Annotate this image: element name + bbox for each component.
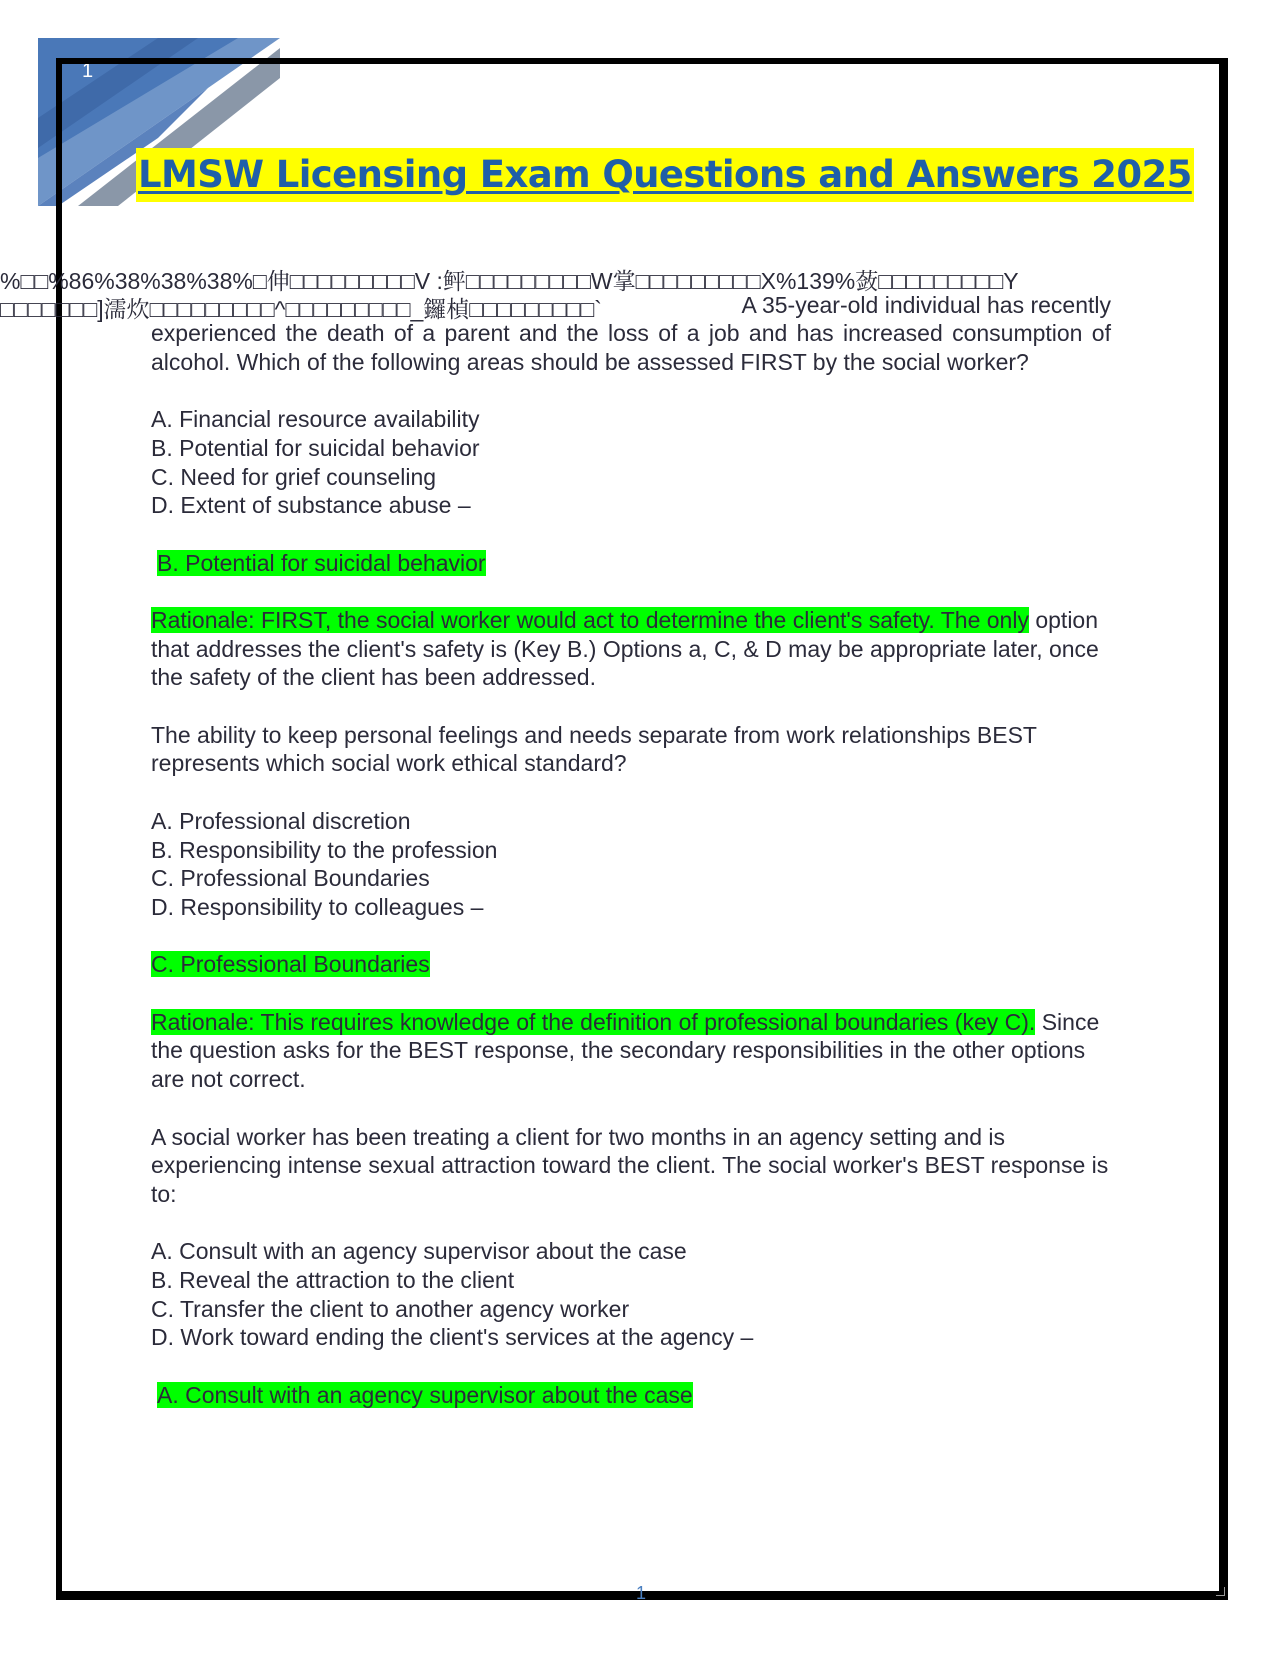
question-1-option: B. Potential for suicidal behavior <box>151 434 480 461</box>
question-1-stem: experienced the death of a parent and the loss of a job and has increased consumption of alcohol. Which of the following areas should be assessed FIRST by the social worker? <box>151 320 1111 375</box>
page-number-bottom: 1 <box>636 1583 647 1603</box>
question-1-option: A. Financial resource availability <box>151 406 480 433</box>
question-1-option: C. Need for grief counseling <box>151 463 437 490</box>
question-1-stem-start: A 35-year-old individual has recently <box>741 292 1111 318</box>
question-3-stem: A social worker has been treating a client for two months in an agency setting and is experiencing intense sexual attraction toward the client. The social worker's BEST response is to: <box>151 1123 1109 1207</box>
question-1-rationale <box>151 606 1111 692</box>
question-1-option: D. Extent of substance abuse – <box>151 492 471 519</box>
question-3-option: D. Work toward ending the client's services at the agency – <box>151 1324 754 1351</box>
question-3-option: C. Transfer the client to another agency worker <box>151 1295 630 1322</box>
rationale-highlight: Rationale: This requires knowledge of the definition of professional boundaries (key C). <box>151 1008 1036 1035</box>
garbled-text-line: □□□□□□□]濡炊□□□□□□□□□^□□□□□□□□□_鑼楨□□□□□□□□□` <box>0 296 602 322</box>
question-1-answer: B. Potential for suicidal behavior <box>157 549 486 576</box>
question-2-stem: The ability to keep personal feelings and needs separate from work relationships BEST represents which social work ethical standard? <box>151 721 1037 777</box>
question-2-option: D. Responsibility to colleagues – <box>151 893 484 920</box>
document-title: LMSW Licensing Exam Questions and Answers 2025 <box>136 148 1194 202</box>
question-2-option: B. Responsibility to the profession <box>151 836 498 863</box>
rationale-text: option that addresses the client's safety is (Key B.) Options a, C, & D may be appropriate later, once the safety of the client has been addressed. <box>151 606 1099 691</box>
question-3-option: A. Consult with an agency supervisor about the case <box>151 1238 687 1265</box>
garbled-text-line: %□□%86%38%38%38%□伸□□□□□□□□□V :鲆□□□□□□□□□W掌□□□□□□□□□X%139%蔹□□□□□□□□□Y <box>0 268 1019 294</box>
question-1 <box>151 319 1111 1410</box>
page-corner-mark <box>1216 1587 1225 1596</box>
question-3-option: B. Reveal the attraction to the client <box>151 1267 515 1294</box>
question-2-option: A. Professional discretion <box>151 807 411 834</box>
question-2-rationale <box>151 1008 1111 1094</box>
question-2-answer: C. Professional Boundaries <box>151 951 430 978</box>
page-number-top: 1 <box>82 60 94 82</box>
question-2-option: C. Professional Boundaries <box>151 865 430 892</box>
question-3-answer: A. Consult with an agency supervisor about the case <box>157 1381 693 1408</box>
rationale-text: Since the question asks for the BEST response, the secondary responsibilities in the other options are not correct. <box>151 1008 1100 1093</box>
rationale-highlight: Rationale: FIRST, the social worker would act to determine the client's safety. The only <box>151 606 1029 633</box>
